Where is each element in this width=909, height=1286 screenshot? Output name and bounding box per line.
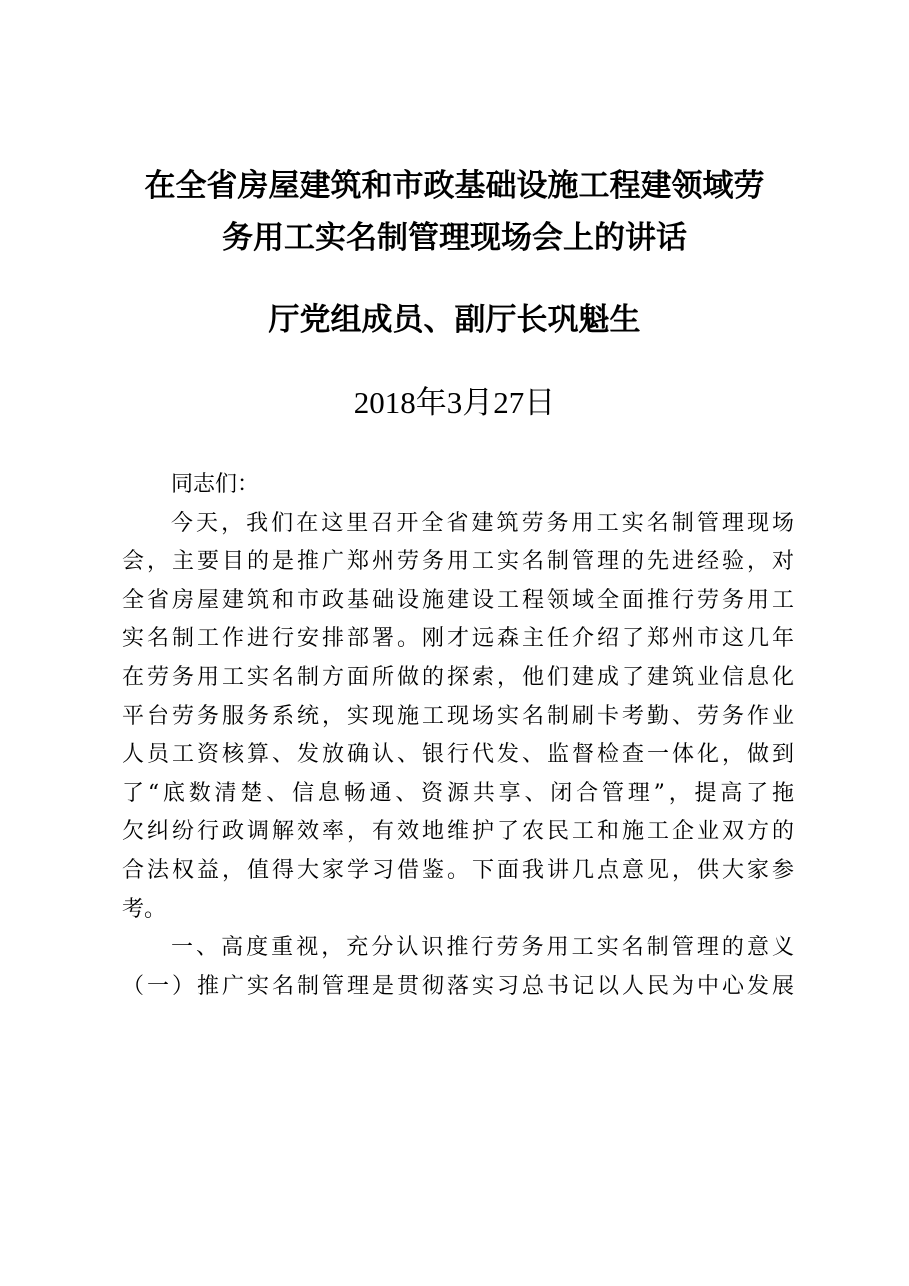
body-line: 人员工资核算、发放确认、银行代发、监督检查一体化，做到 [122,742,794,768]
body-line: 了“底数清楚、信息畅通、资源共享、闭合管理”，提高了拖 [122,780,794,806]
date-line: 2018年3月27日 [353,385,556,420]
body-line: 考。 [122,896,167,922]
body-line: 全省房屋建筑和市政基础设施建设工程领域全面推行劳务用工 [122,587,794,613]
speaker-line: 厅党组成员、副厅长巩魁生 [268,302,641,338]
body-line: 同志们： [171,472,260,497]
body-line: 在劳务用工实名制方面所做的探索，他们建成了建筑业信息化 [122,664,794,690]
body-line: （一）推广实名制管理是贯彻落实习总书记以人民为中心发展 [122,973,794,999]
body-line: 会，主要目的是推广郑州劳务用工实名制管理的先进经验，对 [122,549,794,575]
body-line: 今天，我们在这里召开全省建筑劳务用工实名制管理现场 [171,510,794,536]
body-line: 合法权益，值得大家学习借鉴。下面我讲几点意见，供大家参 [122,857,794,883]
title-line-2: 务用工实名制管理现场会上的讲话 [222,220,687,256]
body-line: 欠纠纷行政调解效率，有效地维护了农民工和施工企业双方的 [122,819,794,845]
body-line: 实名制工作进行安排部署。刚才远森主任介绍了郑州市这几年 [122,626,794,652]
title-line-1: 在全省房屋建筑和市政基础设施工程建领域劳 [144,168,765,204]
body-line: 一、高度重视，充分认识推行劳务用工实名制管理的意义 [171,935,794,961]
body-text [122,466,794,1006]
document-title [100,160,809,264]
body-line: 平台劳务服务系统，实现施工现场实名制刷卡考勤、劳务作业 [122,703,794,729]
